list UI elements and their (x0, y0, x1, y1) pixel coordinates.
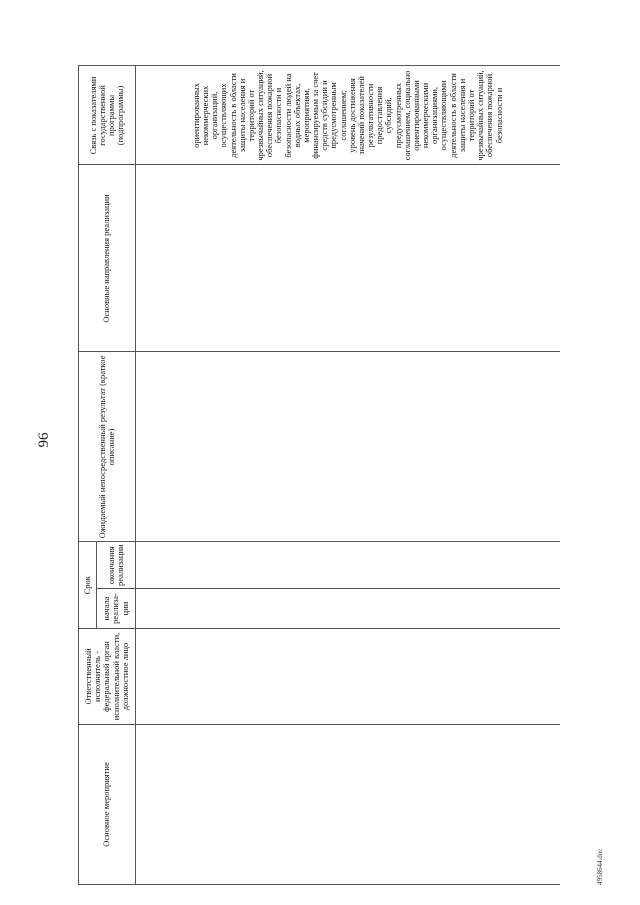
link-text-line: деятельность в области (227, 73, 238, 158)
link-text-line: осуществляющих (218, 83, 229, 148)
link-text-line: безопасности людей на (282, 73, 293, 158)
link-text-line: организациями, (429, 86, 440, 144)
link-text-line: некоммерческих (200, 85, 210, 146)
link-text-line: безопасности и (273, 87, 284, 144)
link-text-line: уровень достижения (346, 78, 357, 153)
cell-executor (136, 629, 560, 725)
link-text-line: чрезвычайных ситуаций, (255, 70, 266, 161)
link-text-line: предусмотренным (328, 82, 339, 149)
table-row (136, 66, 560, 885)
header-term: Срок (79, 542, 97, 629)
link-text-line: результативности (365, 83, 376, 148)
cell-directions (136, 165, 560, 352)
link-text-line: ориентированных (190, 83, 201, 148)
link-text-line: организаций, (209, 91, 220, 140)
page-number: 96 (36, 432, 52, 448)
link-text-line: соглашением; (337, 90, 348, 141)
link-text-line: некоммерческими (420, 82, 431, 149)
header-executor: Ответственный исполнитель - федеральный орган исполнительной власти, должностное лицо (79, 629, 136, 725)
cell-term-start (136, 589, 560, 629)
link-text-line: защиты населения и (456, 78, 467, 153)
link-text-line: территорий от (245, 89, 256, 142)
link-text-line: территорий от (465, 89, 476, 142)
link-text-line: предоставления (374, 86, 385, 145)
link-text-line: средств субсидии и (319, 80, 330, 151)
cell-main-activity (136, 725, 560, 885)
link-text-line: защиты населения и (236, 78, 247, 153)
link-text-line: мероприятиям, (300, 88, 311, 143)
cell-term-end (136, 542, 560, 589)
cell-expected-result (136, 352, 560, 542)
link-text-line: деятельность в области (447, 73, 458, 158)
link-text-line: соглашением, социально (401, 70, 412, 161)
link-text-line: предусмотренных (392, 82, 403, 149)
link-text-line: субсидий, (383, 97, 394, 134)
header-directions: Основные направления реализации (79, 165, 136, 352)
header-term-start: начала реализа-ции (97, 589, 136, 629)
link-text-line: обеспечения пожарной (264, 73, 275, 158)
header-main-activity: Основное мероприятие (79, 725, 136, 885)
link-text-line: значений показателей (355, 76, 366, 155)
header-term-end: окончания реализации (97, 542, 136, 589)
header-expected-result: Ожидаемый непосредственный результат (краткое описание) (79, 352, 136, 542)
activities-table (78, 65, 560, 885)
link-text-line: осуществляющими (438, 80, 449, 151)
link-text-line: чрезвычайных ситуаций, (475, 70, 486, 161)
link-text-line: водных объектах, (291, 83, 302, 148)
link-text-line: ориентированными (410, 80, 421, 151)
document-file-code: 4958644.doc (596, 848, 604, 885)
link-text-line: безопасности и (493, 87, 504, 144)
header-link: Связь с показателями государственной программы (подпрограммы) (79, 66, 136, 165)
cell-link-indicators (136, 66, 560, 165)
table-header-row (79, 66, 97, 885)
link-text-line: обеспечения пожарной (484, 73, 495, 158)
link-text-line: финансируемым за счет (310, 72, 321, 159)
